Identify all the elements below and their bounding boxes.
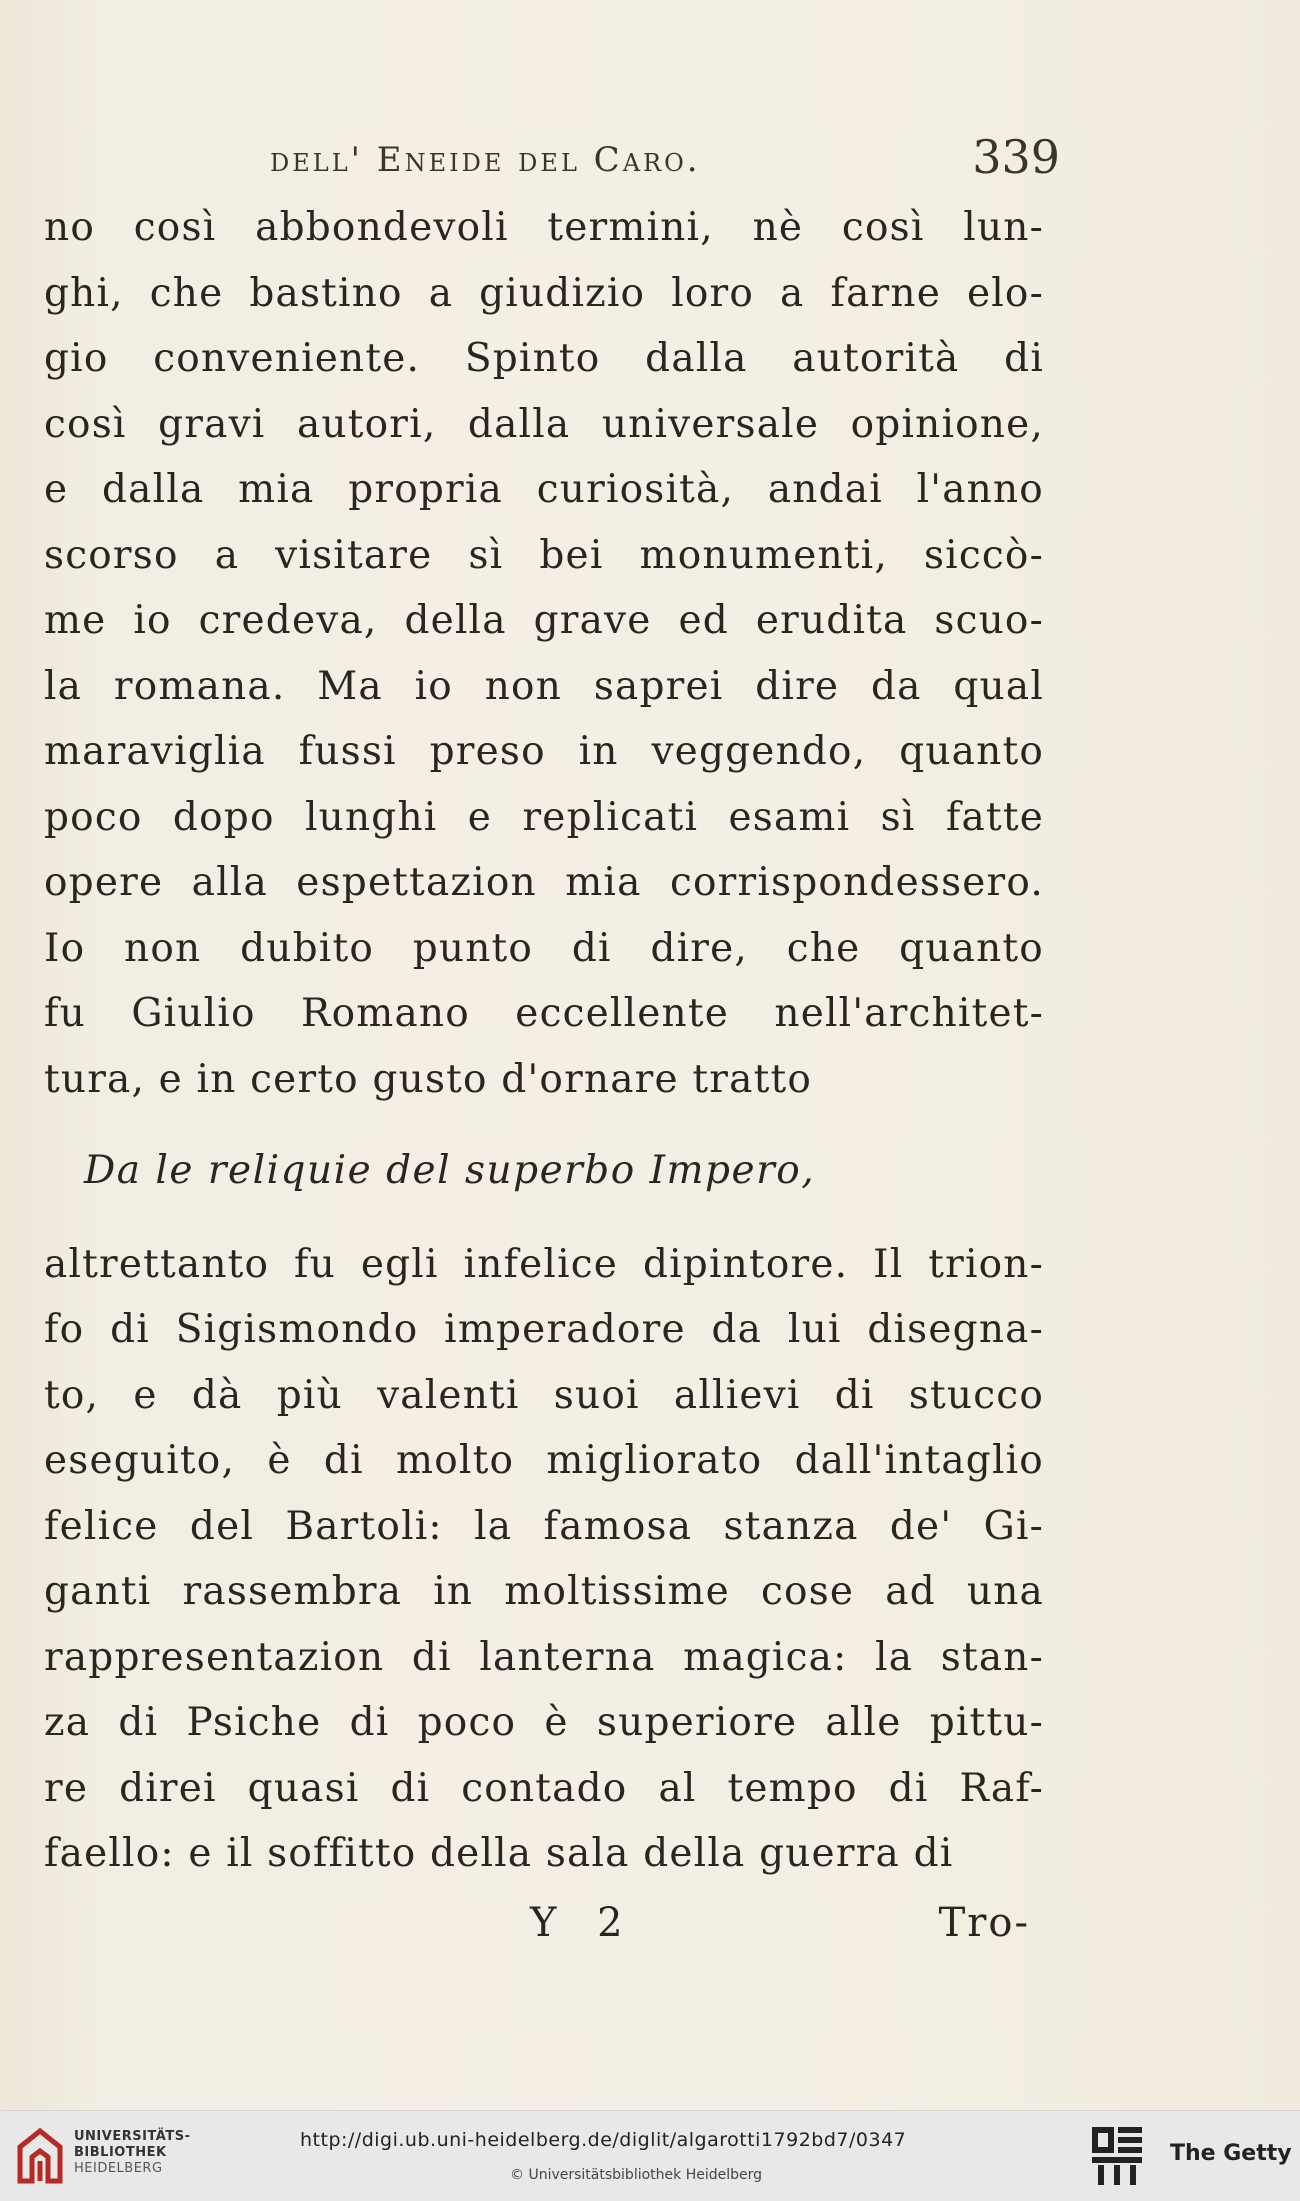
library-logo-icon[interactable] [14, 2127, 66, 2185]
text-line: no così abbondevoli termini, nè così lun- [44, 205, 1044, 250]
library-name-line-2: BIBLIOTHEK [74, 2145, 167, 2160]
text-line: altrettanto fu egli infelice dipintore. Il trion- [44, 1241, 1044, 1287]
text-line: così gravi autori, dalla universale opinione, [44, 401, 1044, 447]
library-name-line-1: UNIVERSITÄTS- [74, 2129, 191, 2144]
library-name-line-3: HEIDELBERG [74, 2161, 163, 2176]
getty-logo-icon[interactable] [1090, 2125, 1144, 2187]
text-line: tura, e in certo gusto d'ornare tratto [44, 1056, 812, 1102]
text-line: fu Giulio Romano eccellente nell'architet- [44, 991, 1044, 1036]
permalink-url[interactable]: http://digi.ub.uni-heidelberg.de/diglit/algarotti1792bd7/0347 [300, 2129, 907, 2151]
text-line: Io non dubito punto di dire, che quanto [44, 925, 1044, 971]
text-line: gio conveniente. Spinto dalla autorità di [44, 336, 1044, 381]
text-line: re direi quasi di contado al tempo di Raf- [44, 1765, 1044, 1811]
text-line: eseguito, è di molto migliorato dall'intaglio [44, 1438, 1044, 1483]
text-line: e dalla mia propria curiosità, andai l'anno [44, 467, 1044, 512]
text-line: la romana. Ma io non saprei dire da qual [44, 663, 1044, 709]
text-line: faello: e il soffitto della sala della guerra di [44, 1831, 954, 1876]
text-line: rappresentazion di lanterna magica: la stan- [44, 1634, 1044, 1680]
text-block-before-quote [44, 195, 1044, 1112]
text-line: me io credeva, della grave ed erudita scuo- [44, 598, 1044, 643]
text-line: ganti rassembra in moltissime cose ad una [44, 1569, 1044, 1614]
text-line: poco dopo lunghi e replicati esami sì fatte [44, 794, 1044, 840]
body-text [44, 195, 1044, 1887]
text-line: scorso a visitare sì bei monumenti, siccò- [44, 532, 1044, 578]
catchword: Tro- [938, 1900, 1030, 1946]
text-line: maraviglia fussi preso in veggendo, quanto [44, 729, 1044, 774]
quoted-verse: Da le reliquie del superbo Impero, [84, 1148, 816, 1193]
running-head: dell' Eneide del Caro. [270, 140, 701, 180]
partner-name: The Getty [1170, 2141, 1292, 2166]
text-line: opere alla espettazion mia corrispondessero. [44, 860, 1044, 905]
text-line: fo di Sigismondo imperadore da lui disegna- [44, 1307, 1044, 1352]
library-name [74, 2129, 190, 2177]
text-line: to, e dà più valenti suoi allievi di stucco [44, 1372, 1044, 1418]
viewer-footer [0, 2110, 1300, 2201]
page-header [270, 130, 1060, 190]
copyright-notice: © Universitätsbibliothek Heidelberg [510, 2167, 763, 2183]
text-line: za di Psiche di poco è superiore alle pittu- [44, 1700, 1044, 1745]
page-number: 339 [972, 130, 1060, 184]
page-foot-marks [530, 1900, 1030, 1970]
signature-mark: Y 2 [530, 1900, 637, 1946]
text-line: ghi, che bastino a giudizio loro a farne elo- [44, 270, 1044, 316]
text-line: felice del Bartoli: la famosa stanza de' Gi- [44, 1503, 1044, 1549]
text-block-after-quote [44, 1232, 1044, 1887]
